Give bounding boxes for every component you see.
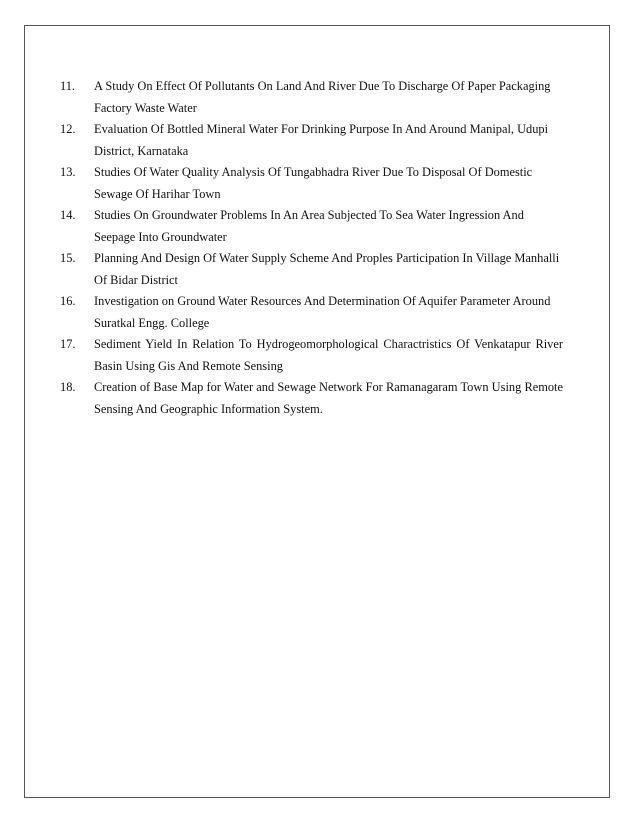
list-item — [60, 205, 563, 248]
item-number: 12. — [60, 122, 76, 136]
item-text: Sediment Yield In Relation To Hydrogeomorphological Charactristics Of Venkatapur River Basin Using Gis And Remote Sensing — [94, 337, 563, 373]
item-text: Studies On Groundwater Problems In An Area Subjected To Sea Water Ingression And Seepage Into Groundwater — [94, 208, 524, 244]
item-number: 11. — [60, 79, 76, 93]
item-text: Studies Of Water Quality Analysis Of Tungabhadra River Due To Disposal Of Domestic Sewage Of Harihar Town — [94, 165, 533, 201]
list-item — [60, 291, 563, 334]
item-number: 16. — [60, 294, 76, 308]
list-item — [60, 119, 563, 162]
list-item — [60, 76, 563, 119]
item-text: Creation of Base Map for Water and Sewage Network For Ramanagaram Town Using Remote Sensing And Geographic Information System. — [94, 380, 563, 416]
list-item — [60, 162, 563, 205]
item-text: Planning And Design Of Water Supply Scheme And Proples Participation In Village Manhalli Of Bidar District — [94, 251, 560, 287]
list-item — [60, 377, 563, 420]
item-text: A Study On Effect Of Pollutants On Land And River Due To Discharge Of Paper Packaging Factory Waste Water — [94, 79, 551, 115]
item-number: 18. — [60, 380, 76, 394]
item-text: Investigation on Ground Water Resources And Determination Of Aquifer Parameter Around Suratkal Engg. College — [94, 294, 551, 330]
item-number: 14. — [60, 208, 76, 222]
list-item — [60, 248, 563, 291]
item-number: 17. — [60, 337, 76, 351]
item-number: 15. — [60, 251, 76, 265]
list-item — [60, 334, 563, 377]
item-text: Evaluation Of Bottled Mineral Water For Drinking Purpose In And Around Manipal, Udupi District, Karnataka — [94, 122, 549, 158]
item-number: 13. — [60, 165, 76, 179]
reference-list — [60, 76, 563, 420]
